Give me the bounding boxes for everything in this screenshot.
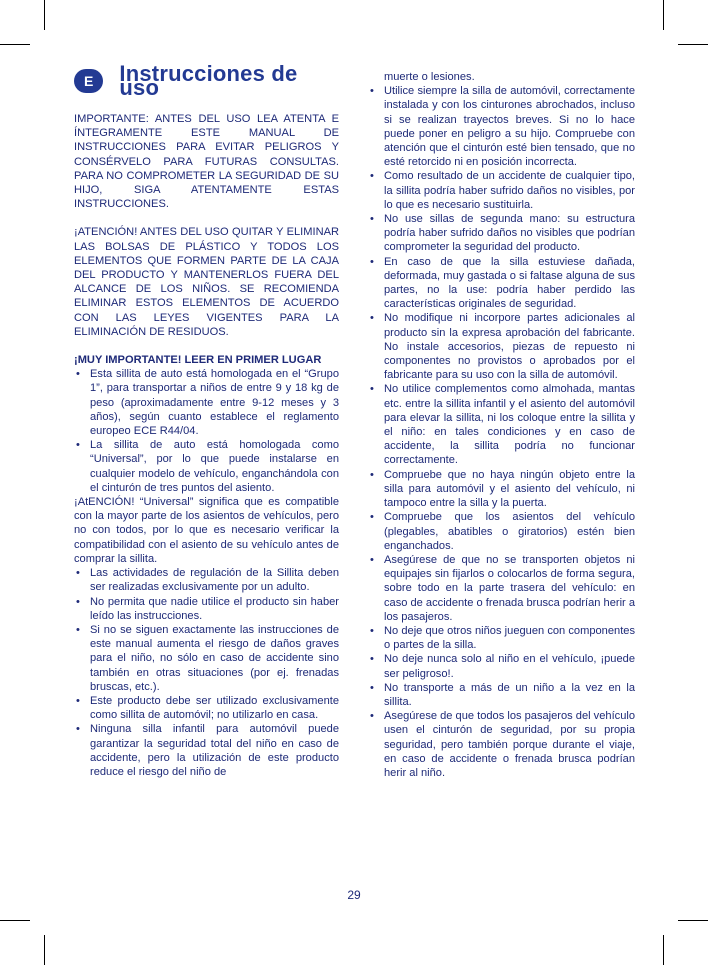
list-item: • Compruebe que no haya ningún objeto entre la silla para automóvil y el asiento del vehículo, ni tampoco entre la silla y la puerta.: [368, 468, 635, 511]
list-item: • No permita que nadie utilice el producto sin haber leído las instrucciones.: [74, 595, 339, 623]
page-number: 29: [347, 888, 361, 902]
language-badge: E: [74, 69, 103, 93]
list-item: • En caso de que la silla estuviese dañada, deformada, muy gastada o si faltase alguna de sus partes, no la use: podría haber perdido las características originales de seguridad.: [368, 255, 635, 312]
intro-attention: ¡ATENCIÓN! ANTES DEL USO QUITAR Y ELIMINAR LAS BOLSAS DE PLÁSTICO Y TODOS LOS ELEMENTOS QUE FORMEN PARTE DE LA CAJA DEL PRODUCTO Y MANTENERLOS FUERA DEL ALCANCE DE LOS NIÑOS. SE RECOMIENDA ELIMINAR ESTOS ELEMENTOS DE ACUERDO CON LAS LEYES VIGENTES PARA LA ELIMINACIÓN DE RESIDUOS.: [74, 226, 339, 338]
crop-mark: [44, 935, 45, 965]
list-item: • Si no se siguen exactamente las instrucciones de este manual aumenta el riesgo de daños graves para el niño, no sólo en caso de accidente sino también en otras situaciones (por ej. frenadas bruscas, etc.).: [74, 623, 339, 694]
section-header: [74, 60, 339, 100]
crop-mark: [678, 920, 708, 921]
list-item: • Ninguna silla infantil para automóvil puede garantizar la seguridad total del niño en caso de accidente, pero la utilización de este producto reduce el riesgo del niño de: [74, 722, 339, 779]
list-item: • No deje que otros niños jueguen con componentes o partes de la silla.: [368, 624, 635, 652]
list-item: • Asegúrese de que no se transporten objetos ni equipajes sin fijarlos o colocarlos de forma segura, sobre todo en la parte trasera del vehículo: en caso de accidente o frenada brusca podrían herir a los pasajeros.: [368, 553, 635, 624]
crop-mark: [678, 44, 708, 45]
right-column: [368, 70, 635, 780]
list-item: • Asegúrese de que todos los pasajeros del vehículo usen el cinturón de seguridad, por su propia seguridad, pero también porque durante el viaje, en caso de accidente o frenada brusca podrían herir al niño.: [368, 709, 635, 780]
crop-mark: [0, 44, 30, 45]
crop-mark: [44, 0, 45, 30]
bullet-list-a: [74, 367, 339, 495]
page-title: Instrucciones de uso: [119, 60, 298, 100]
continued-text: muerte o lesiones.: [384, 71, 475, 83]
list-item: • No deje nunca solo al niño en el vehículo, ¡puede ser peligroso!.: [368, 652, 635, 680]
list-item: • Utilice siempre la silla de automóvil, correctamente instalada y con los cinturones abrochados, incluso si se realizan trayectos breves. Si no lo hace puede poner en peligro a su hijo. Compruebe con atención que el cinturón esté bien tensado, que no esté retorcido ni en posición incorrecta.: [368, 84, 635, 169]
bullet-list-b: [74, 566, 339, 779]
list-item: • Compruebe que los asientos del vehículo (plegables, abatibles o giratorios) estén bien enganchados.: [368, 510, 635, 553]
universal-note: ¡AtENCIÓN! “Universal” significa que es compatible con la mayor parte de los asientos de vehículos, pero no con todos, por lo que es necesario verificar la compatibilidad con el asiento de su vehículo antes de comprar la sillita.: [74, 496, 339, 565]
list-item: • Este producto debe ser utilizado exclusivamente como sillita de automóvil; no utilizarlo en casa.: [74, 694, 339, 722]
list-item: • Esta sillita de auto está homologada en el “Grupo 1”, para transportar a niños de entre 9 y 18 kg de peso (aproximadamente entre 9-12 meses y 3 años), según cuanto establece el reglamento europeo ECE R44/04.: [74, 367, 339, 438]
left-column: [74, 60, 339, 779]
list-item: • Como resultado de un accidente de cualquier tipo, la sillita podría haber sufrido daños no visibles, por lo que es necesario sustituirla.: [368, 169, 635, 212]
crop-mark: [0, 920, 30, 921]
crop-mark: [663, 0, 664, 30]
intro-important: IMPORTANTE: ANTES DEL USO LEA ATENTA E ÍNTEGRAMENTE ESTE MANUAL DE INSTRUCCIONES PARA EVITAR PELIGROS Y CONSÉRVELO PARA FUTURAS CONSULTAS. PARA NO COMPROMETER LA SEGURIDAD DE SU HIJO, SIGA ATENTAMENTE ESTAS INSTRUCCIONES.: [74, 113, 339, 211]
list-item: • No modifique ni incorpore partes adicionales al producto sin la expresa aprobación del fabricante. No instale accesorios, piezas de repuesto ni componentes no provistos o aprobados por el fabricante para su uso con la silla de automóvil.: [368, 311, 635, 382]
list-item: • La sillita de auto está homologada como “Universal”, por lo que puede instalarse en cualquier modelo de vehículo, enganchándola con el cinturón de tres puntos del asiento.: [74, 438, 339, 495]
list-item: • No use sillas de segunda mano: su estructura podría haber sufrido daños no visibles que podrían comprometer la seguridad del producto.: [368, 212, 635, 255]
subheading: ¡MUY IMPORTANTE! LEER EN PRIMER LUGAR: [74, 354, 322, 367]
list-item: • No utilice complementos como almohada, mantas etc. entre la sillita infantil y el asiento del automóvil para elevar la sillita, ni los coloque entre la sillita y el niño: en tales condiciones y en caso de accidente, la sillita podría no funcionar correctamente.: [368, 382, 635, 467]
crop-mark: [663, 935, 664, 965]
list-item: • Las actividades de regulación de la Sillita deben ser realizadas exclusivamente por un adulto.: [74, 566, 339, 594]
list-item: • No transporte a más de un niño a la vez en la sillita.: [368, 681, 635, 709]
bullet-list-c: [368, 84, 635, 780]
